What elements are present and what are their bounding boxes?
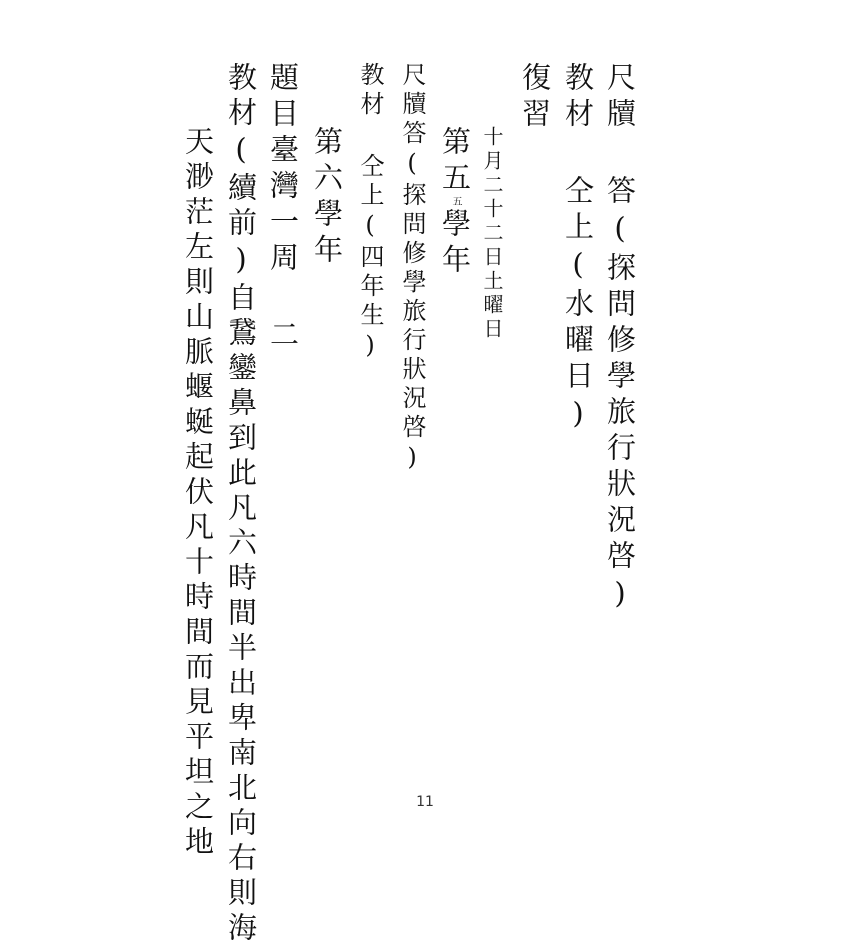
grade-heading-5	[438, 126, 472, 280]
text-column-10: 教材(續前)自鵞鑾鼻到此凡六時間半出卑南北向右則海	[224, 62, 258, 947]
date-column: 十月二十二日土曜日	[480, 126, 504, 342]
text-column-11: 天渺茫左則山脈蝘蜒起伏凡十時間而見平坦之地	[181, 126, 215, 861]
text-column-9: 題目臺灣一周 二	[266, 62, 300, 355]
grade-heading-5-correction: 五	[450, 196, 461, 206]
text-column-6: 尺牘答(探問修學旅行狀況啓)	[398, 62, 426, 476]
grade-heading-5-number: 五	[438, 162, 472, 198]
text-column-7: 教材 仝上(四年生)	[356, 62, 384, 364]
text-column-2: 教材 仝上(水曜日)	[561, 62, 595, 437]
grade-heading-5-prefix: 第	[438, 126, 472, 162]
page-number: 11	[416, 794, 434, 810]
grade-heading-5-suffix: 學年	[438, 208, 472, 280]
text-column-1: 尺牘 答(探問修學旅行狀況啓)	[603, 62, 637, 617]
grade-heading-6: 第六學年	[310, 126, 344, 270]
text-column-3: 復習	[518, 62, 552, 134]
